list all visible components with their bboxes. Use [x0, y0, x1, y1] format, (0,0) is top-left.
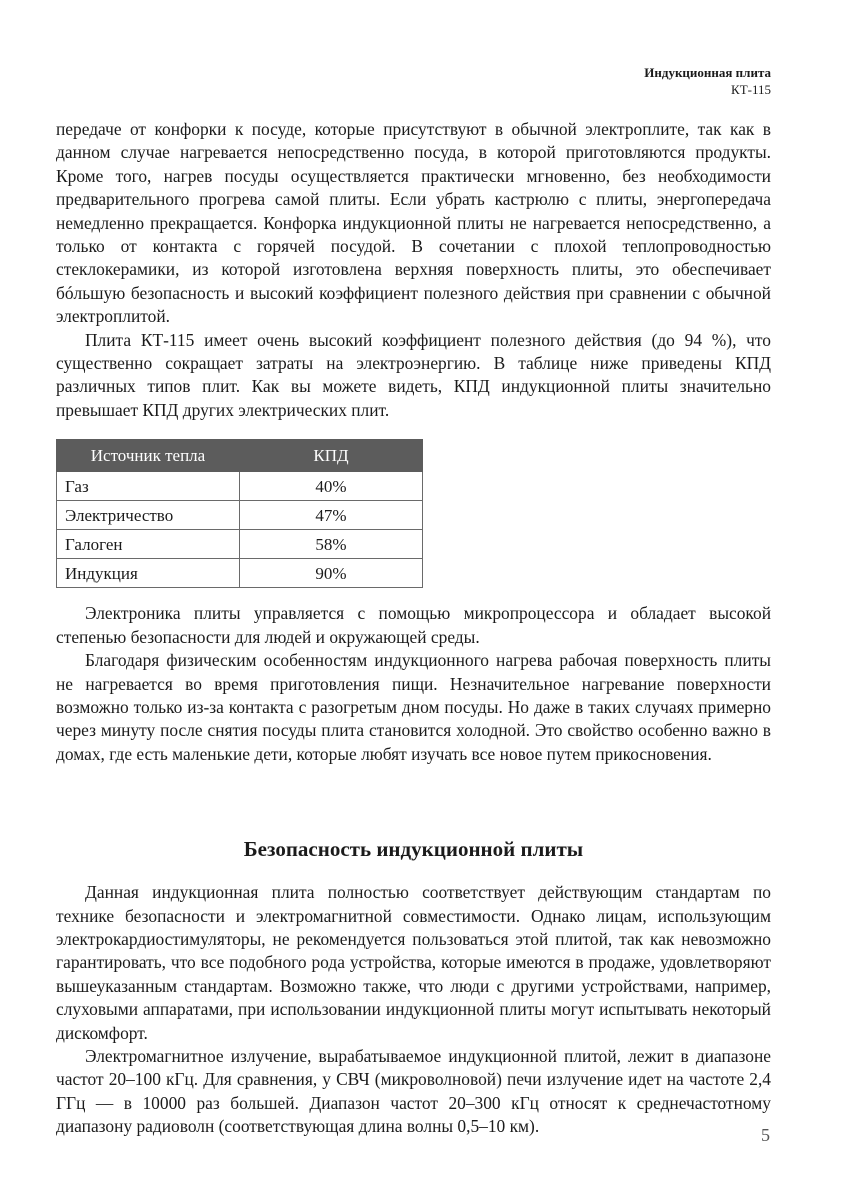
table-cell-value: 90%: [240, 559, 423, 588]
table-row: [57, 472, 423, 501]
table-row: [57, 530, 423, 559]
paragraph: Плита КТ-115 имеет очень высокий коэффициент полезного действия (до 94 %), что существенно сокращает затраты на электроэнергию. В таблице ниже приведены КПД различных типов плит. Как вы можете видеть, КПД индукционной плиты значительно превышает КПД других электрических плит.: [56, 329, 771, 420]
paragraph: Электромагнитное излучение, вырабатываемое индукционной плитой, лежит в диапазоне частот 20–100 кГц. Для сравнения, у СВЧ (микроволновой) печи излучение идет на частоте 2,4 ГГц — в 10000 раз большей. Диапазон частот 20–300 кГц относят к среднечастотному диапазону радиоволн (соответствующая длина волны 0,5–10 км).: [56, 1045, 771, 1137]
header-model: КТ-115: [731, 82, 771, 97]
efficiency-table: [56, 439, 423, 588]
section-title: Безопасность индукционной плиты: [243, 837, 584, 862]
header-product-name: Индукционная плита: [644, 65, 771, 80]
table-cell-value: 58%: [240, 530, 423, 559]
paragraph: Благодаря физическим особенностям индукционного нагрева рабочая поверхность плиты не нагревается во время приготовления пищи. Незначительное нагревание поверхности возможно только из-за контакта с разогретым дном посуды. Но даже в таких случаях примерно через минуту после снятия посуды плита становится холодной. Это свойство особенно важно в домах, где есть маленькие дети, которые любят изучать все новое путем прикосновения.: [56, 650, 771, 764]
body-text: [56, 118, 771, 1139]
paragraph: передаче от конфорки к посуде, которые присутствуют в обычной электроплите, так как в данном случае нагревается непосредственно посуда, в которой приготовляются продукты. Кроме того, нагрев посуды осуществляется практически мгновенно, без необходимости предварительного прогрева самой плиты. Если убрать кастрюлю с плиты, энергопередача немедленно прекращается. Конфорка индукционной плиты не нагревается непосредственно, а только от контакта с горячей посудой. В сочетании с плохой теплопроводностью стеклокерамики, из которой изготовлена верхняя поверхность плиты, это обеспечивает бóльшую безопасность и высокий коэффициент полезного действия при сравнении с обычной электроплитой.: [56, 119, 771, 327]
running-header: [644, 64, 771, 98]
table-cell-source: Галоген: [57, 530, 240, 559]
table-header-row: [57, 440, 423, 472]
table-cell-value: 47%: [240, 501, 423, 530]
column-header-efficiency: КПД: [240, 440, 423, 472]
paragraph: Электроника плиты управляется с помощью микропроцессора и обладает высокой степенью безопасности для людей и окружающей среды.: [56, 603, 771, 647]
paragraph: Данная индукционная плита полностью соответствует действующим стандартам по технике безопасности и электромагнитной совместимости. Однако лицам, использующим электрокардиостимуляторы, не рекомендуется пользоваться этой плитой, так как невозможно гарантировать, что все подобного рода устройства, которые имеются в продаже, удовлетворяют вышеуказанным стандартам. Возможно также, что люди с другими устройствами, например, слуховыми аппаратами, при использовании индукционной плиты могут испытывать некоторый дискомфорт.: [56, 882, 771, 1043]
page-number: 5: [761, 1125, 770, 1145]
table-row: [57, 559, 423, 588]
table-cell-source: Индукция: [57, 559, 240, 588]
column-header-heat-source: Источник тепла: [57, 440, 240, 472]
table-cell-source: Электричество: [57, 501, 240, 530]
table-row: [57, 501, 423, 530]
table-cell-value: 40%: [240, 472, 423, 501]
table-cell-source: Газ: [57, 472, 240, 501]
